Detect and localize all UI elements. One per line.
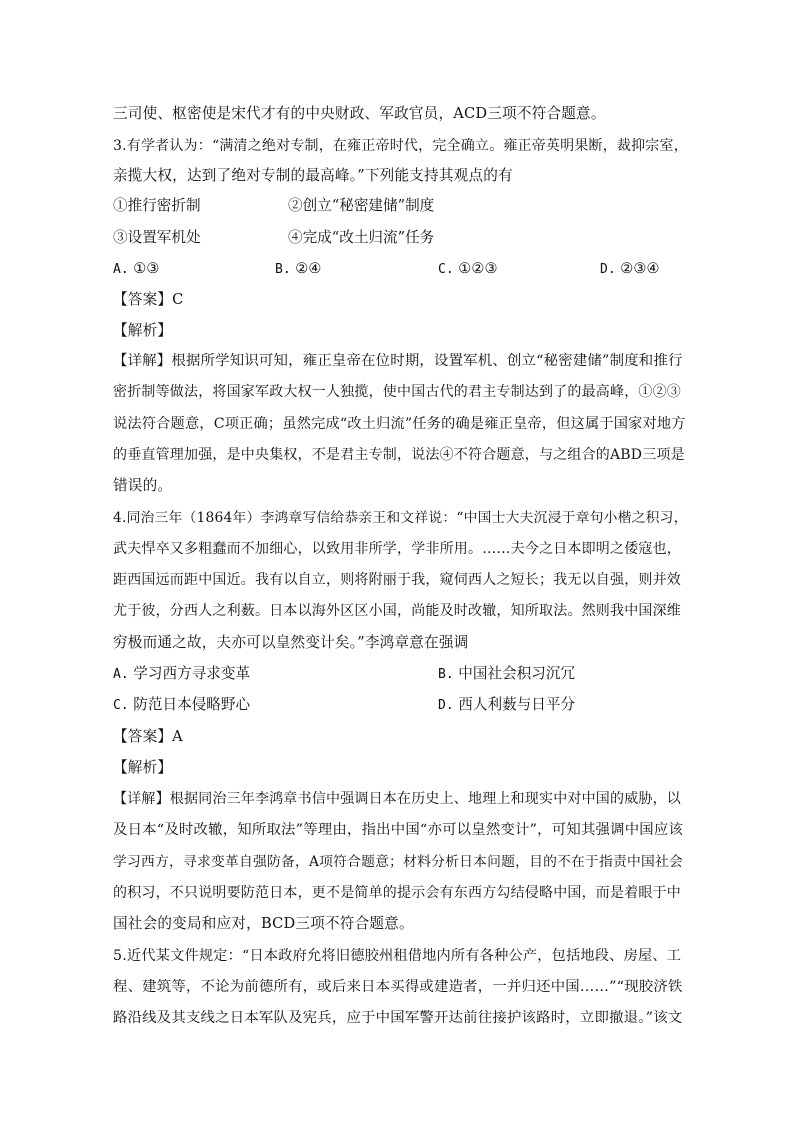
q4-stem-line-5: 穷极而通之故，夫亦可以皇然变计矣。”李鸿章意在强调 — [113, 634, 469, 651]
q4-option-b-label: B. — [438, 667, 454, 682]
q3-detail-line-2: 密折制等做法，将国家军政大权一人独揽，使中国古代的君主专制达到了的最高峰，①②③ — [113, 384, 681, 400]
q3-option-d — [600, 259, 660, 280]
q4-stem-line-1: 4.同治三年（1864年）李鸿章写信给恭亲王和文祥说：“中国士大夫沉浸于章句小楷之积习， — [113, 510, 688, 526]
q3-item-4: ④完成“改土归流”任务 — [288, 229, 435, 246]
q4-option-c — [113, 695, 250, 716]
q4-option-c-text: 防范日本侵略野心 — [133, 696, 251, 713]
q3-option-b-text: ②④ — [295, 260, 322, 277]
q5-stem-line-3: 路沿线及其支线之日本军队及宪兵，应于中国军警开达前往接护该路时，立即撤退。”该文 — [113, 1010, 683, 1026]
q4-answer: 【答案】A — [113, 728, 183, 745]
q3-option-d-text: ②③④ — [620, 260, 660, 277]
q3-answer: 【答案】C — [113, 291, 184, 308]
q4-option-a-text: 学习西方寻求变革 — [133, 665, 251, 682]
q3-stem-line-1: 3.有学者认为：“满清之绝对专制，在雍正帝时代，完全确立。雍正帝英明果断，裁抑宗室， — [113, 138, 688, 154]
q3-analysis-heading: 【解析】 — [113, 322, 173, 339]
q3-option-c — [438, 259, 498, 280]
q3-option-b-label: B. — [275, 262, 291, 277]
q4-detail-line-3: 学习西方，寻求变革自强防备，A项符合题意；材料分析日本问题，目的不在于指责中国社会 — [113, 854, 684, 870]
q4-detail-line-5: 国社会的变局和应对，BCD三项不符合题意。 — [113, 915, 414, 932]
q3-stem-line-2: 亲揽大权，达到了绝对专制的最高峰。”下列能支持其观点的有 — [113, 167, 513, 184]
q3-item-2: ②创立“秘密建储”制度 — [288, 197, 435, 214]
q4-stem-line-3: 距西国远而距中国近。我有以自立，则将附丽于我，窥伺西人之短长；我无以自强，则并效 — [113, 572, 681, 588]
q3-option-a-text: ①③ — [133, 260, 160, 277]
q4-option-d-text: 西人利薮与日平分 — [458, 696, 576, 713]
q3-option-c-label: C. — [438, 262, 454, 277]
q3-detail-line-5: 错误的。 — [113, 477, 173, 494]
q4-option-b-text: 中国社会积习沉冗 — [458, 665, 576, 682]
q3-item-1: ①推行密折制 — [113, 197, 201, 214]
q3-option-a-label: A. — [113, 262, 129, 277]
q4-detail-line-2: 及日本“及时改辙，知所取法”等理由，指出中国“亦可以皇然变计”，可知其强调中国应该 — [113, 822, 684, 838]
q4-stem-line-4: 尤于彼，分西人之利薮。日本以海外区区小国，尚能及时改辙，知所取法。然则我中国深维 — [113, 603, 681, 619]
q3-item-3: ③设置军机处 — [113, 229, 201, 246]
q4-analysis-heading: 【解析】 — [113, 759, 173, 776]
q4-option-a-label: A. — [113, 667, 129, 682]
q4-stem-line-2: 武夫悍卒又多粗蠢而不加细心，以致用非所学，学非所用。……夫今之日本即明之倭寇也， — [113, 541, 681, 557]
q3-detail-line-3: 说法符合题意，C项正确；虽然完成“改土归流”任务的确是雍正皇帝，但这属于国家对地方 — [113, 416, 686, 432]
q5-stem-line-1: 5.近代某文件规定：“日本政府允将旧德胶州租借地内所有各种公产，包括地段、房屋、工 — [113, 948, 682, 964]
q4-option-b — [438, 664, 575, 685]
q4-detail-line-1: 【详解】根据同治三年李鸿章书信中强调日本在历史上、地理上和现实中对中国的威胁，以 — [113, 791, 681, 807]
q4-option-a — [113, 664, 250, 685]
q3-option-a — [113, 259, 159, 280]
q3-option-c-text: ①②③ — [458, 260, 498, 277]
q5-stem-line-2: 程、建筑等，不论为前德所有，或后来日本买得或建造者，一并归还中国……”“现胶济铁 — [113, 979, 683, 995]
q4-detail-line-4: 的积习，不只说明要防范日本，更不是简单的提示会有东西方勾结侵略中国，而是着眼于中 — [113, 885, 681, 901]
q3-detail-line-4: 的垂直管理加强，是中央集权，不是君主专制，说法④不符合题意，与之组合的ABD三项是 — [113, 447, 685, 463]
q3-option-b — [275, 259, 321, 280]
q3-detail-line-1: 【详解】根据所学知识可知，雍正皇帝在位时期，设置军机、创立“秘密建储”制度和推行 — [113, 353, 683, 369]
q4-option-d-label: D. — [438, 698, 454, 713]
intro-line: 三司使、枢密使是宋代才有的中央财政、军政官员，ACD三项不符合题意。 — [113, 105, 606, 122]
q4-option-d — [438, 695, 575, 716]
q4-option-c-label: C. — [113, 698, 129, 713]
q3-option-d-label: D. — [600, 262, 616, 277]
